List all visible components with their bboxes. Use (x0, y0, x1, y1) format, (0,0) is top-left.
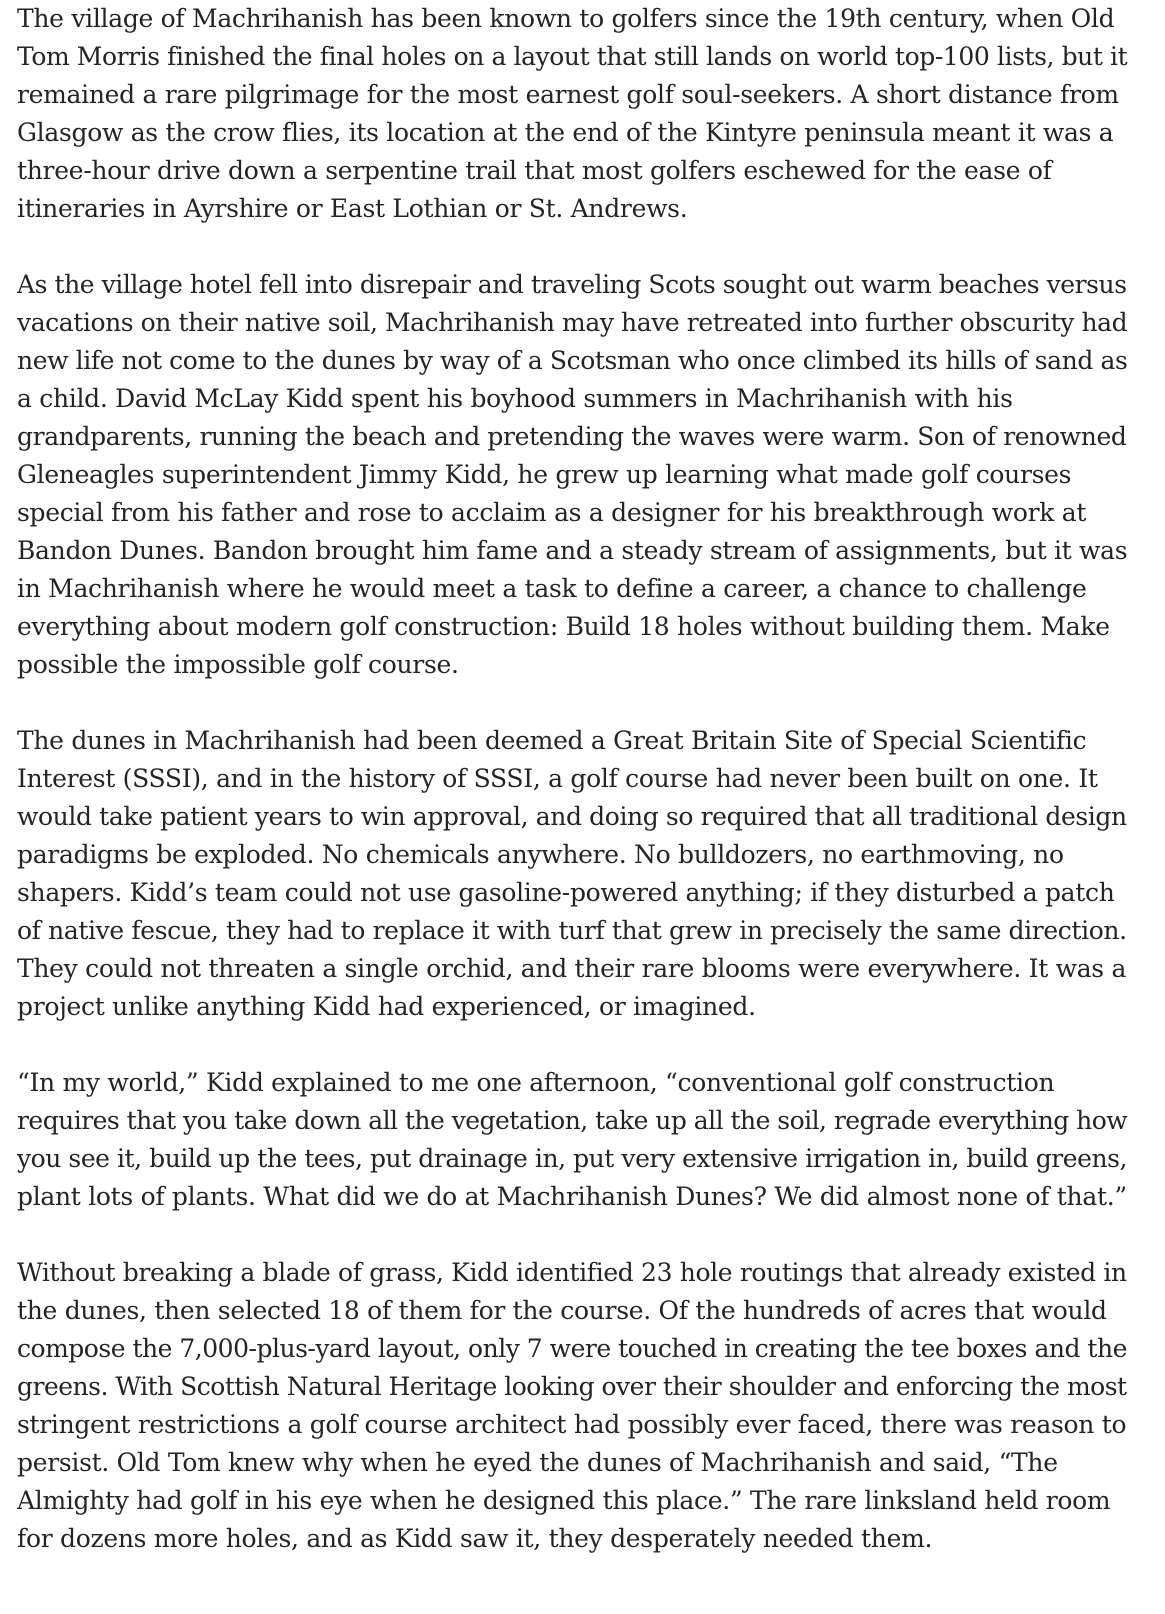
text-line: Without breaking a blade of grass, Kidd identified 23 hole routings that already existed in (17, 1258, 1127, 1287)
text-line: Almighty had golf in his eye when he designed this place.” The rare linksland held room (17, 1486, 1111, 1515)
paragraph-3 (17, 722, 1127, 1026)
paragraph-1 (17, 0, 1127, 228)
text-line: paradigms be exploded. No chemicals anywhere. No bulldozers, no earthmoving, no (17, 840, 1064, 869)
text-line: greens. With Scottish Natural Heritage looking over their shoulder and enforcing the most (17, 1372, 1127, 1401)
text-line: compose the 7,000-plus-yard layout, only 7 were touched in creating the tee boxes and the (17, 1334, 1127, 1363)
text-line: possible the impossible golf course. (17, 650, 459, 679)
text-line: Glasgow as the crow flies, its location at the end of the Kintyre peninsula meant it was a (17, 118, 1114, 147)
text-line: Interest (SSSI), and in the history of SSSI, a golf course had never been built on one. It (17, 764, 1098, 793)
text-line: for dozens more holes, and as Kidd saw it, they desperately needed them. (17, 1524, 933, 1553)
text-line: shapers. Kidd’s team could not use gasoline-powered anything; if they disturbed a patch (17, 878, 1115, 907)
text-line: in Machrihanish where he would meet a task to define a career, a chance to challenge (17, 574, 1087, 603)
text-line: would take patient years to win approval, and doing so required that all traditional design (17, 802, 1127, 831)
text-line: plant lots of plants. What did we do at Machrihanish Dunes? We did almost none of that.” (17, 1182, 1127, 1211)
text-line: stringent restrictions a golf course architect had possibly ever faced, there was reason to (17, 1410, 1127, 1439)
paragraph-4-quote (17, 1064, 1127, 1216)
text-line: three-hour drive down a serpentine trail that most golfers eschewed for the ease of (17, 156, 1052, 185)
text-line: Bandon Dunes. Bandon brought him fame and a steady stream of assignments, but it was (17, 536, 1128, 565)
text-line: itineraries in Ayrshire or East Lothian or St. Andrews. (17, 194, 688, 223)
text-line: a child. David McLay Kidd spent his boyhood summers in Machrihanish with his (17, 384, 1013, 413)
text-line: The dunes in Machrihanish had been deemed a Great Britain Site of Special Scientific (17, 726, 1087, 755)
text-line: vacations on their native soil, Machrihanish may have retreated into further obscurity had (17, 308, 1128, 337)
text-line: project unlike anything Kidd had experienced, or imagined. (17, 992, 756, 1021)
paragraph-2 (17, 266, 1127, 684)
article-body (17, 0, 1127, 1596)
text-line: Tom Morris finished the final holes on a layout that still lands on world top-100 lists, but it (17, 42, 1128, 71)
text-line: persist. Old Tom knew why when he eyed the dunes of Machrihanish and said, “The (17, 1448, 1058, 1477)
text-line: of native fescue, they had to replace it with turf that grew in precisely the same direction. (17, 916, 1127, 945)
text-line: As the village hotel fell into disrepair and traveling Scots sought out warm beaches versus (17, 270, 1127, 299)
text-line: requires that you take down all the vegetation, take up all the soil, regrade everything how (17, 1106, 1128, 1135)
text-line: The village of Machrihanish has been known to golfers since the 19th century, when Old (17, 4, 1115, 33)
paragraph-5 (17, 1254, 1127, 1558)
text-line: the dunes, then selected 18 of them for the course. Of the hundreds of acres that would (17, 1296, 1107, 1325)
text-line: new life not come to the dunes by way of a Scotsman who once climbed its hills of sand as (17, 346, 1128, 375)
text-line: They could not threaten a single orchid, and their rare blooms were everywhere. It was a (17, 954, 1127, 983)
text-line: Gleneagles superintendent Jimmy Kidd, he grew up learning what made golf courses (17, 460, 1072, 489)
text-line: “In my world,” Kidd explained to me one afternoon, “conventional golf construction (17, 1068, 1055, 1097)
text-line: remained a rare pilgrimage for the most earnest golf soul-seekers. A short distance from (17, 80, 1119, 109)
text-line: grandparents, running the beach and pretending the waves were warm. Son of renowned (17, 422, 1127, 451)
text-line: special from his father and rose to acclaim as a designer for his breakthrough work at (17, 498, 1087, 527)
text-line: everything about modern golf construction: Build 18 holes without building them. Make (17, 612, 1110, 641)
text-line: you see it, build up the tees, put drainage in, put very extensive irrigation in, build greens, (17, 1144, 1128, 1173)
